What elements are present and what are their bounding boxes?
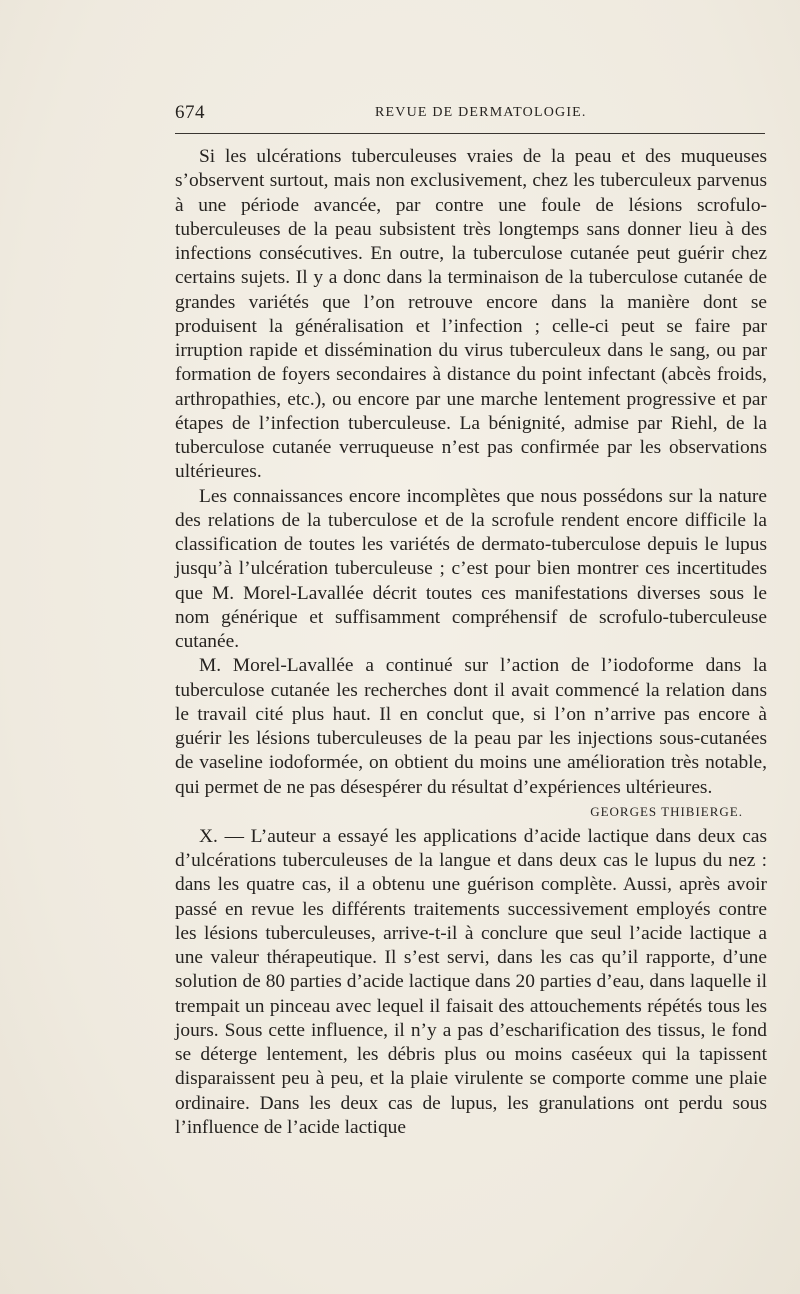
author-signature: GEORGES THIBIERGE. xyxy=(590,803,743,819)
running-head xyxy=(175,100,765,128)
paragraph-iodoform xyxy=(175,654,767,819)
article-body xyxy=(175,145,767,1140)
journal-title: REVUE DE DERMATOLOGIE. xyxy=(375,105,587,120)
page-number: 674 xyxy=(175,102,205,123)
paragraph-tuberculous-ulcerations: Si les ulcérations tuberculeuses vraies de la peau et des muqueuses s’observent surtout, mais non exclusivement, chez les tuberculeux parvenus à une période avancée, par contre une foule de lésions scrofulo-tuberculeuses de la peau subsistent très longtemps sans donner lieu à des infections consécutives. En outre, la tuberculose cutanée peut guérir chez certains sujets. Il y a donc dans la terminaison de la tuberculose cutanée de grandes variétés que l’on retrouve encore dans la manière dont se produisent la généralisation et l’infection ; celle-ci peut se faire par irruption rapide et dissémination du virus tuberculeux dans le sang, ou par formation de foyers secondaires à distance du point infectant (abcès froids, arthropathies, etc.), ou encore par une marche lentement progressive et par étapes de l’infection tuberculeuse. La bénignité, admise par Riehl, de la tuberculose cutanée verruqueuse n’est pas confirmée par les observations ultérieures. xyxy=(175,146,767,483)
paragraph-classification: Les connaissances encore incomplètes que nous possédons sur la nature des relations de la tuberculose et de la scrofule rendent encore difficile la classification de toutes les variétés de dermato-tuberculose depuis le lupus jusqu’à l’ulcération tuberculeuse ; c’est pour bien montrer ces incertitudes que M. Morel-Lavallée décrit toutes ces manifestations diverses sous le nom générique et suffisamment compréhensif de scrofulo-tuberculeuse cutanée. xyxy=(175,485,767,652)
paragraph-lactic-acid: X. — L’auteur a essayé les applications d’acide lactique dans deux cas d’ulcérations tuberculeuses de la langue et dans deux cas le lupus du nez : dans les quatre cas, il a obtenu une guérison complète. Aussi, après avoir passé en revue les différents traitements successivement employés contre les lésions tuberculeuses, arrive-t-il à conclure que seul l’acide lactique a une valeur thérapeutique. Il s’est servi, dans les cas qu’il rapporte, d’une solution de 80 parties d’acide lactique dans 20 parties d’eau, dans laquelle il trempait un pinceau avec lequel il faisait des attouchements répétés tous les jours. Sous cette influence, il n’y a pas d’escharification des tissus, le fond se déterge lentement, les débris plus ou moins caséeux qui la tapissent disparaissent peu à peu, et la plaie virulente se comporte comme une plaie ordinaire. Dans les deux cas de lupus, les granulations ont perdu sous l’influence de l’acide lactique xyxy=(175,825,767,1138)
paragraph-iodoform-text: M. Morel-Lavallée a continué sur l’action de l’iodoforme dans la tuberculose cutanée les recherches dont il avait commencé la relation dans le travail cité plus haut. Il en conclut que, si l’on n’arrive pas encore à guérir les lésions tuberculeuses de la peau par les injections sous-cutanées de vaseline iodoformée, on obtient du moins une amélioration très notable, qui permet de ne pas désespérer du résultat d’expériences ultérieures. xyxy=(175,655,767,798)
header-rule xyxy=(175,133,765,134)
